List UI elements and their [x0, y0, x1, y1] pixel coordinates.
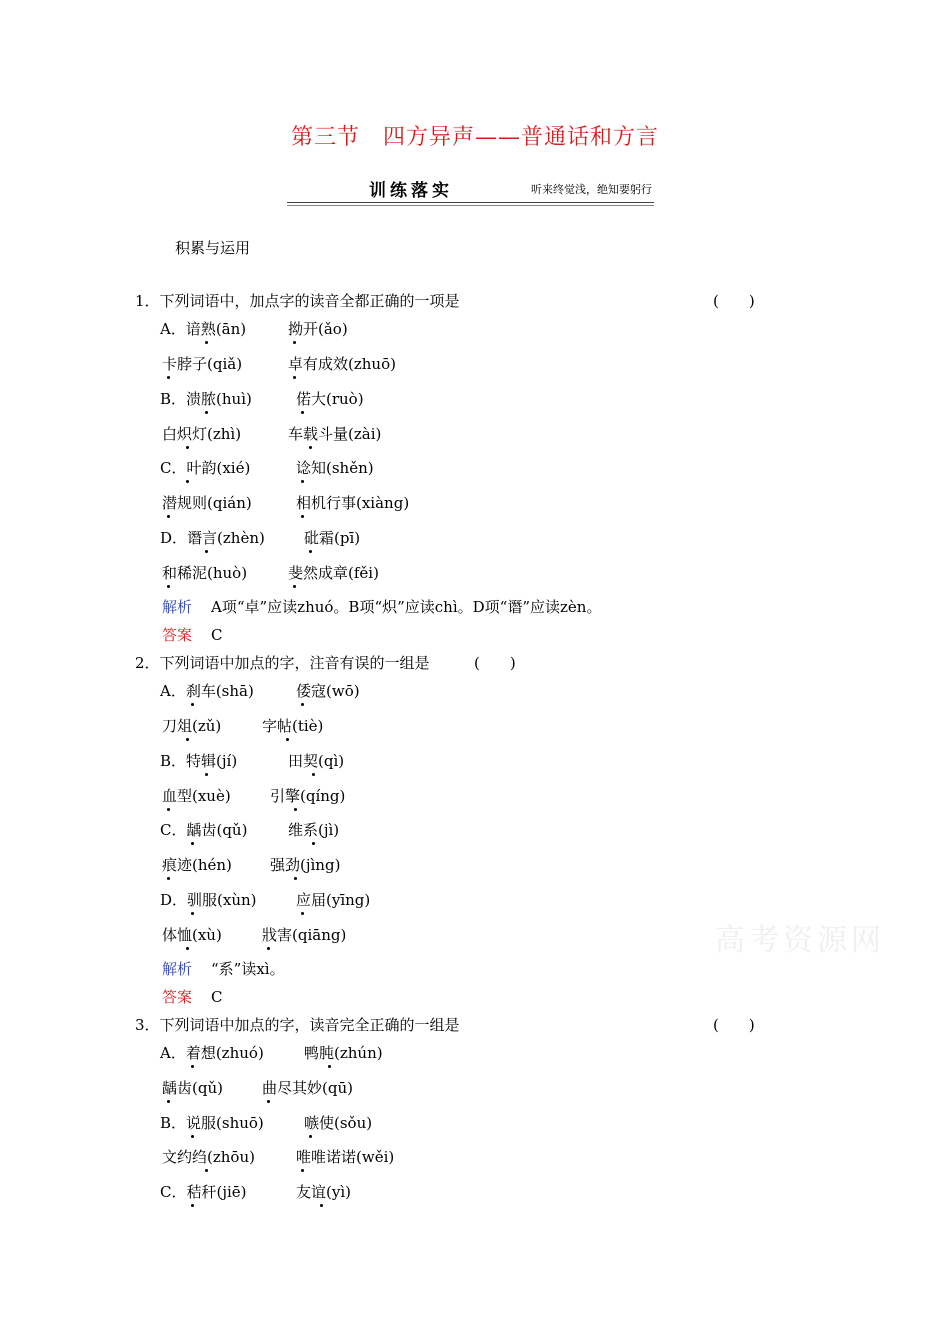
q3-option-a-word-2: 鸭肫(zhún) [304, 1044, 383, 1062]
q1-option-d-word-1: D．谮言(zhèn) [160, 529, 265, 547]
q1-option-c-word-3: 潜规则(qián) [162, 494, 252, 512]
section-heading: 积累与运用 [175, 239, 251, 257]
q3-option-a-word-4: 曲尽其妙(qū) [262, 1079, 353, 1097]
q2-answer-label: 答案 [162, 988, 193, 1006]
question-2-answer-blank: ( ) [474, 654, 516, 672]
banner-rule [287, 202, 654, 203]
q2-option-b-word-2: 田契(qì) [288, 752, 345, 770]
q2-option-d-word-2: 应届(yīng) [296, 891, 371, 909]
banner-motto: 听来终觉浅，绝知要躬行 [531, 183, 652, 196]
q1-answer-value: C [211, 626, 223, 644]
section-banner [287, 174, 654, 206]
page-title: 第三节 四方异声——普通话和方言 [290, 125, 659, 150]
q2-answer-value: C [211, 988, 223, 1006]
q1-option-a-word-4: 卓有成效(zhuō) [288, 355, 396, 373]
banner-rule-thin [287, 205, 654, 206]
banner-title: 训练落实 [369, 181, 453, 201]
q1-option-c-word-2: 谂知(shěn) [296, 459, 374, 477]
q3-option-b-word-2: 嗾使(sǒu) [304, 1114, 373, 1132]
q2-option-b-word-4: 引擎(qíng) [270, 787, 346, 805]
watermark-text: 高考资源网 [715, 923, 885, 958]
q1-option-d-word-2: 砒霜(pī) [304, 529, 361, 547]
q1-analysis-text: A项“卓”应读zhuó。B项“炽”应读chì。D项“谮”应读zèn。 [211, 598, 602, 616]
q2-option-c-word-1: C．龋齿(qǔ) [160, 821, 248, 839]
q1-option-b-word-3: 白炽灯(zhì) [162, 425, 242, 443]
q2-option-a-word-1: A．刹车(shā) [160, 682, 254, 700]
q1-answer-label: 答案 [162, 626, 193, 644]
q1-analysis-label: 解析 [162, 598, 193, 616]
q3-option-a-word-1: A．着想(zhuó) [160, 1044, 264, 1062]
q2-option-d-word-3: 体恤(xù) [162, 926, 222, 944]
q3-option-c-word-1: C．秸秆(jiē) [160, 1183, 247, 1201]
q2-option-a-word-4: 字帖(tiè) [262, 717, 324, 735]
q1-option-d-word-3: 和稀泥(huò) [162, 564, 248, 582]
q3-option-a-word-3: 龋齿(qǔ) [162, 1079, 223, 1097]
q1-option-d-word-4: 斐然成章(fěi) [288, 564, 379, 582]
question-1-answer-blank: ( ) [713, 292, 755, 310]
question-2-stem: 2．下列词语中加点的字，注音有误的一组是 [135, 654, 430, 672]
q3-option-b-word-3: 文约绉(zhōu) [162, 1148, 255, 1166]
q1-option-a-word-3: 卡脖子(qiǎ) [162, 355, 243, 373]
q1-option-a-word-2: 拗开(ǎo) [288, 320, 348, 338]
q2-option-a-word-2: 倭寇(wō) [296, 682, 360, 700]
q1-option-c-word-1: C．叶韵(xié) [160, 459, 251, 477]
question-1-stem: 1．下列词语中，加点字的读音全都正确的一项是 [135, 292, 460, 310]
q3-option-c-word-2: 友谊(yì) [296, 1183, 351, 1201]
q2-analysis-text: “系”读xì。 [211, 960, 285, 978]
q1-option-c-word-4: 相机行事(xiàng) [296, 494, 410, 512]
q2-option-c-word-4: 强劲(jìng) [270, 856, 341, 874]
q3-option-b-word-4: 唯唯诺诺(wěi) [296, 1148, 395, 1166]
q1-option-a-word-1: A．谙熟(ān) [160, 320, 247, 338]
question-3-stem: 3．下列词语中加点的字，读音完全正确的一组是 [135, 1016, 460, 1034]
q1-option-b-word-2: 偌大(ruò) [296, 390, 364, 408]
q2-option-b-word-3: 血型(xuè) [162, 787, 231, 805]
q2-option-b-word-1: B．特辑(jí) [160, 752, 238, 770]
q1-option-b-word-1: B．溃脓(huì) [160, 390, 252, 408]
q2-option-c-word-3: 痕迹(hén) [162, 856, 232, 874]
q2-option-c-word-2: 维系(jì) [288, 821, 340, 839]
q3-option-b-word-1: B．说服(shuō) [160, 1114, 264, 1132]
q1-option-b-word-4: 车载斗量(zài) [288, 425, 382, 443]
q2-analysis-label: 解析 [162, 960, 193, 978]
question-3-answer-blank: ( ) [713, 1016, 755, 1034]
q2-option-d-word-1: D．驯服(xùn) [160, 891, 257, 909]
q2-option-d-word-4: 戕害(qiāng) [262, 926, 347, 944]
q2-option-a-word-3: 刀俎(zǔ) [162, 717, 222, 735]
